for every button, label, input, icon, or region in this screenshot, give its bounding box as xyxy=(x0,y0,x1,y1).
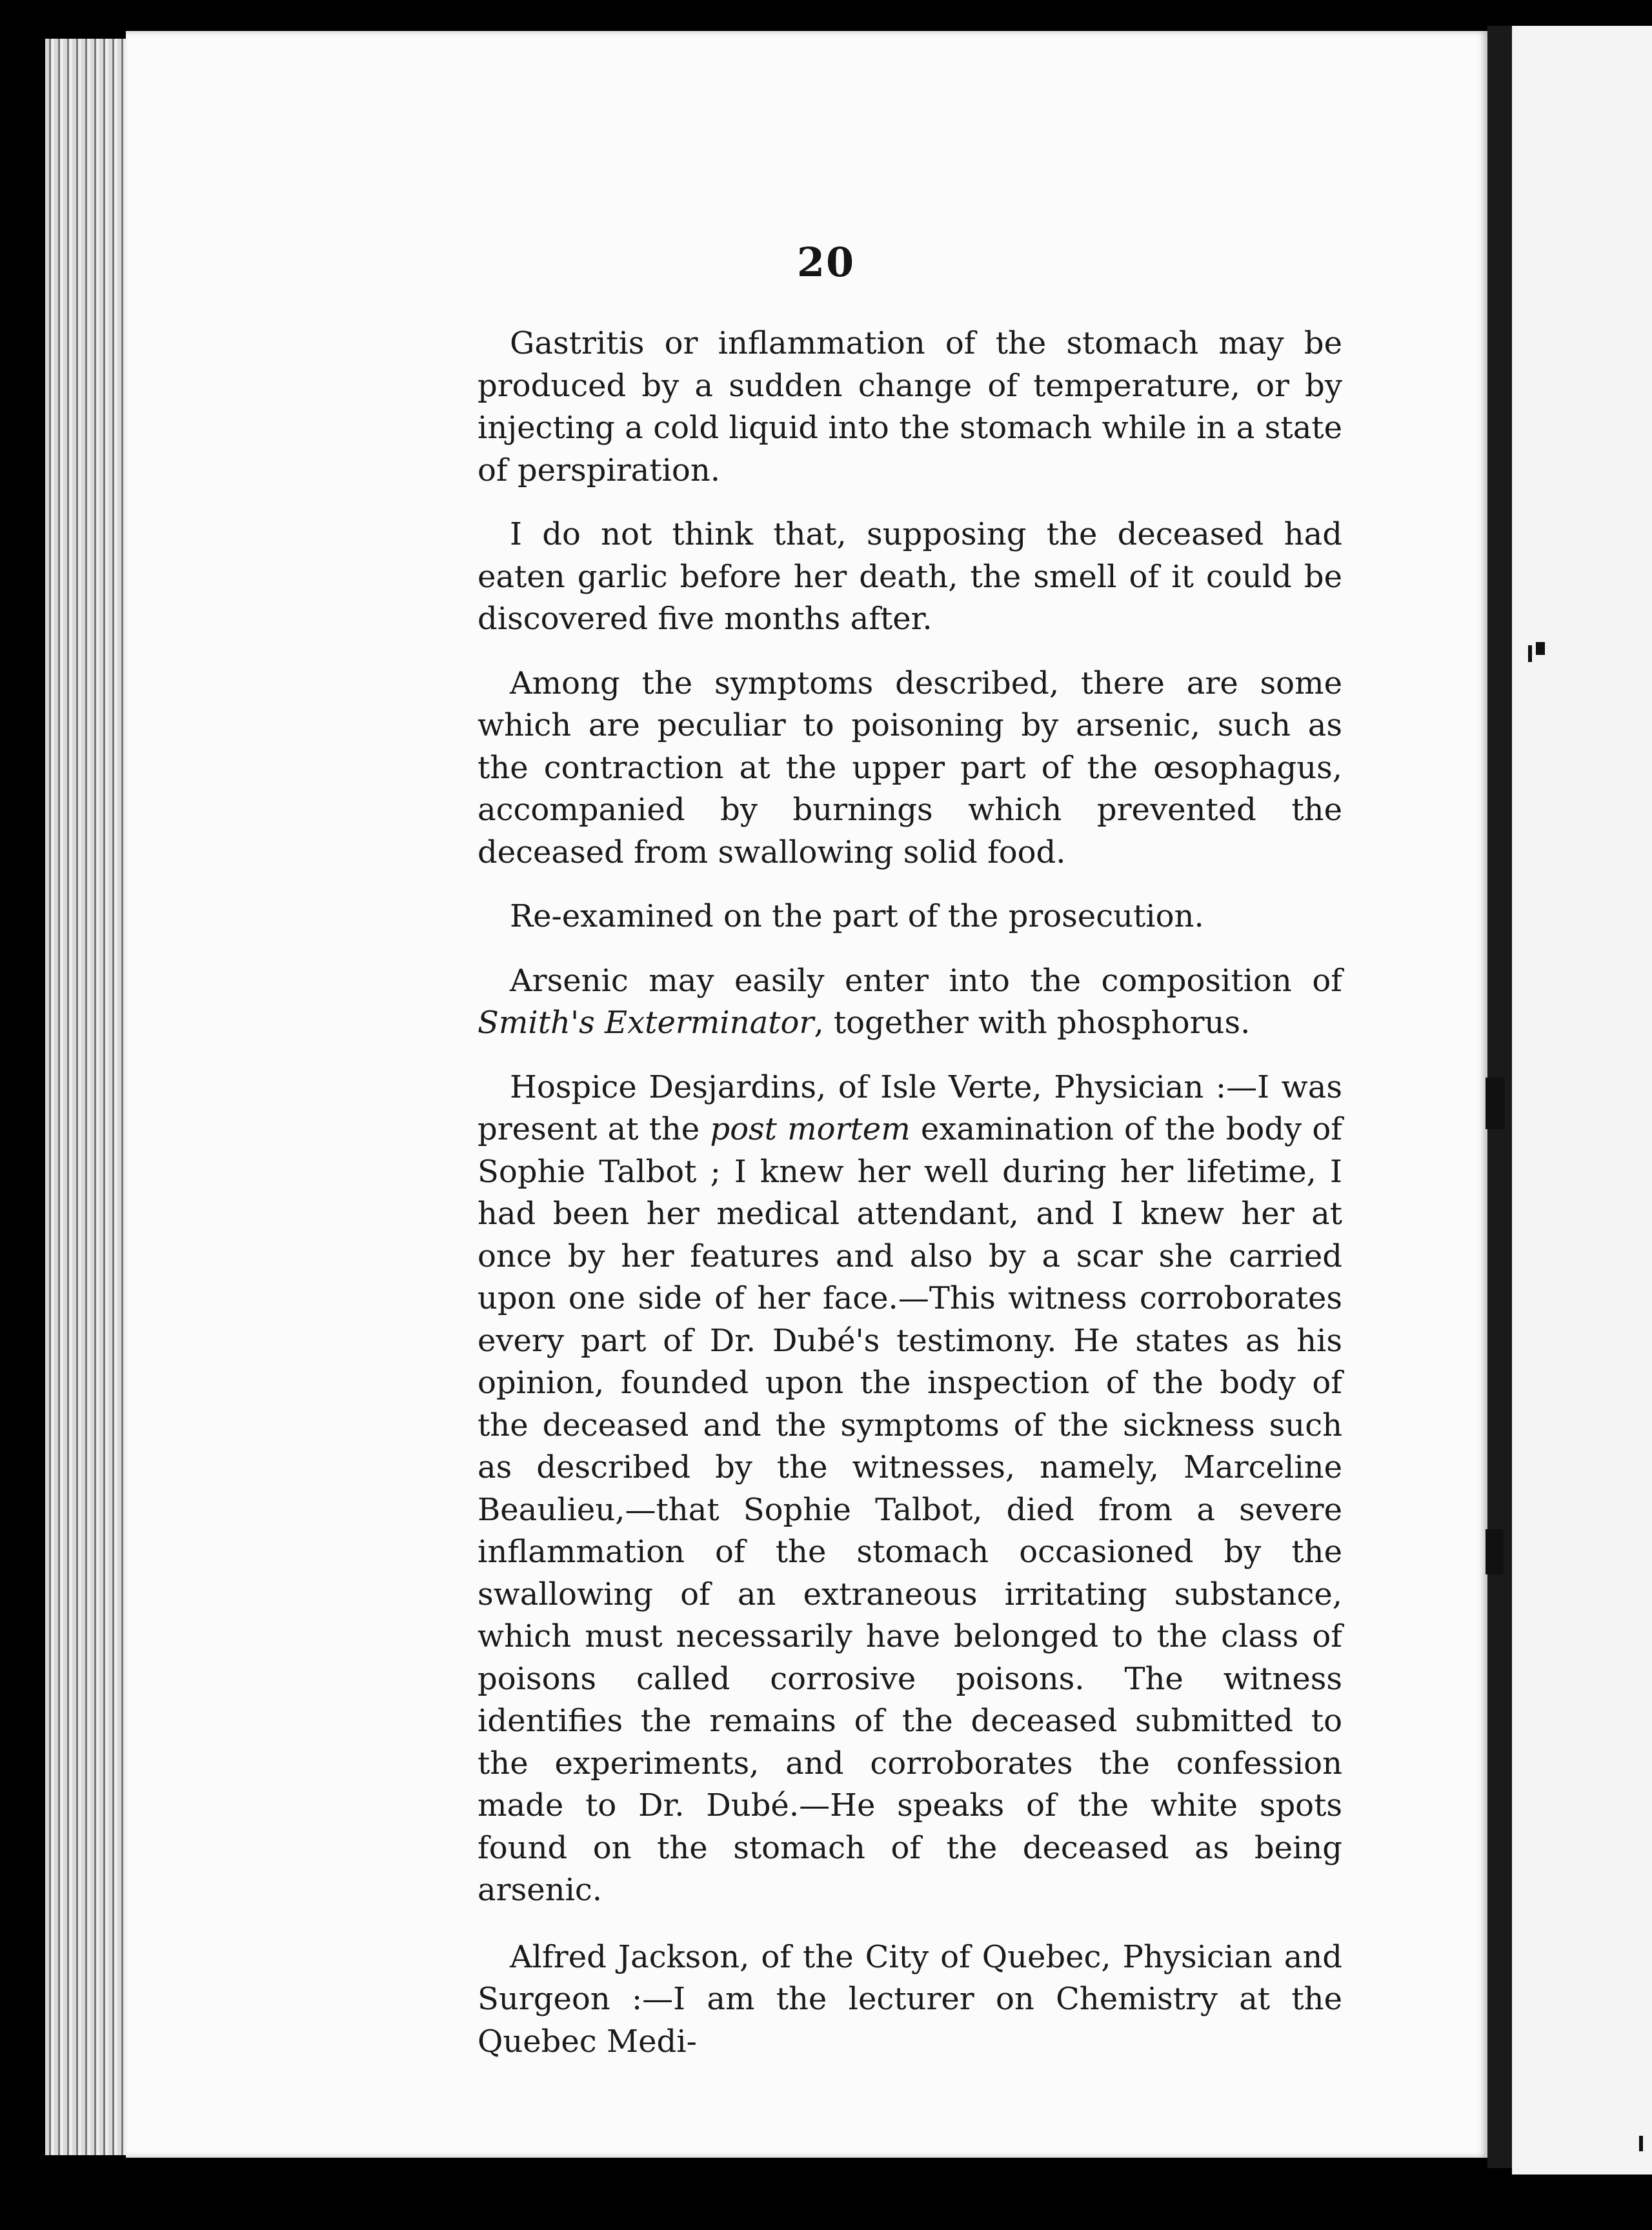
italic-term: post mortem xyxy=(710,1111,911,1147)
paragraph xyxy=(478,1067,1342,1912)
paragraph: Gastritis or inflammation of the stomach may be produced by a sudden change of temperature, or by injecting a cold liquid into the stomach while in a state of perspiration. xyxy=(478,325,1342,488)
paragraph-text: , together with phosphorus. xyxy=(814,1005,1251,1041)
body-text xyxy=(478,323,1342,2085)
paragraph-text: examination of the body of Sophie Talbot ; I knew her well during her lifetime, I had been her medical attendant, and I knew her at once by her features and also by a scar she carried upon one side of her face.—This witness corroborates every part of Dr. Dubé's testimony. He states as his opinion, founded upon the inspection of the body of the deceased and the symptoms of the sickness such as described by the witnesses, namely, Marceline Beaulieu,—that Sophie Talbot, died from a severe inflammation of the stomach occasioned by the swallowing of an extraneous irritating substance, which must necessarily have belonged to the class of poisons called corrosive poisons. The witness identifies the remains of the deceased submitted to the experiments, and corroborates the confession made to Dr. Dubé.—He speaks of the white spots found on the stomach of the deceased as being arsenic. xyxy=(478,1111,1343,1908)
paragraph: Re-examined on the part of the prosecution. xyxy=(510,898,1204,934)
paragraph xyxy=(478,960,1342,1045)
margin-mark xyxy=(1639,2136,1643,2151)
paragraph-text: Hospice Desjardins, of Isle Verte, Physician :—I was present at the xyxy=(478,1069,1342,1147)
margin-mark xyxy=(1528,645,1532,662)
stacked-page-edges xyxy=(45,39,129,2155)
facing-page-edge xyxy=(1512,26,1652,2175)
page-number: 20 xyxy=(796,239,856,286)
italic-term: Smith's Exterminator xyxy=(478,1005,814,1041)
paragraph: Among the symptoms described, there are some which are peculiar to poisoning by arsenic, such as the contraction at the upper part of the œsophagus, accompanied by burnings which prevented the deceased from swallowing solid food. xyxy=(478,665,1342,870)
paragraph: Alfred Jackson, of the City of Quebec, Physician and Surgeon :—I am the lecturer on Chemistry at the Quebec Medi- xyxy=(478,1938,1342,2060)
margin-mark xyxy=(1486,1078,1505,1129)
paragraph: I do not think that, supposing the deceased had eaten garlic before her death, the smell of it could be discovered five months after. xyxy=(478,516,1342,637)
margin-mark xyxy=(1486,1529,1504,1574)
margin-mark xyxy=(1536,642,1545,655)
paragraph-text: Arsenic may easily enter into the composition of xyxy=(510,962,1342,999)
